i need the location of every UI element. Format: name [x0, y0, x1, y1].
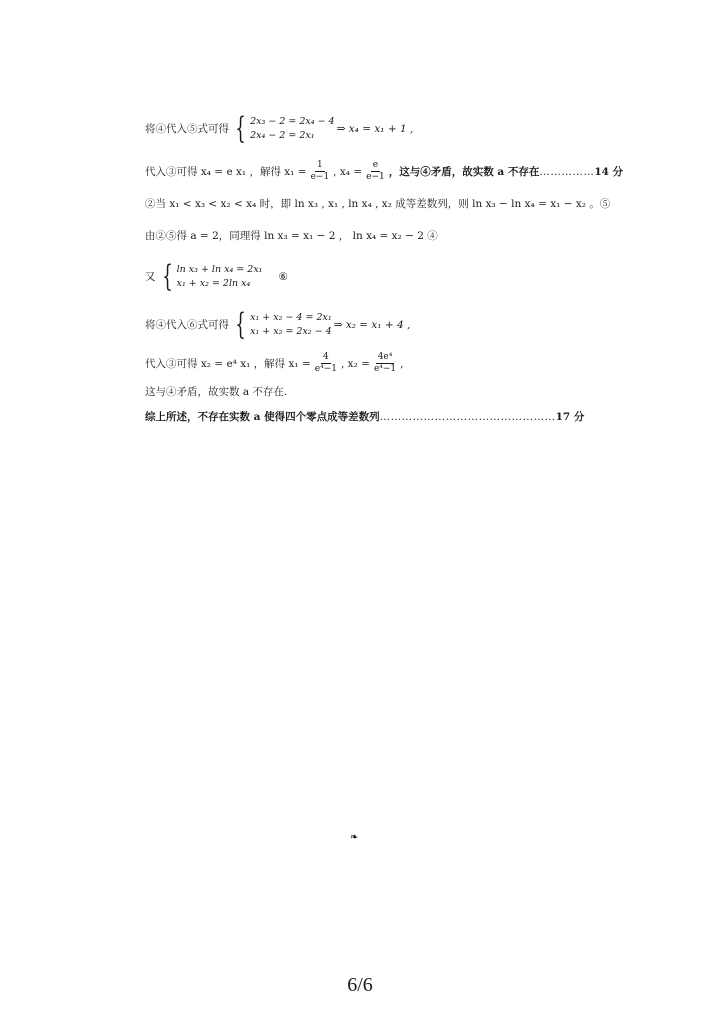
score-leader-dots: ……………: [539, 165, 595, 178]
page-number: 6/6: [347, 974, 373, 996]
system-1-eq-2: 2x₄ − 2 = 2x₁: [250, 130, 315, 141]
solution-line-6: [145, 307, 411, 342]
system-2-eq-2: x₁ + x₂ = 2ln x₄: [176, 278, 251, 289]
line-2-lead: 代入③可得 x₄ = e x₁ ，解得 x₁ =: [145, 165, 307, 178]
system-3-eq-2: x₁ + x₂ = 2x₂ − 4: [250, 326, 332, 337]
equation-system-1: [231, 111, 335, 146]
solution-line-8: [145, 385, 287, 399]
left-brace: {: [161, 259, 173, 294]
line-2-tail: ，这与④矛盾，故实数 a 不存在: [388, 165, 540, 178]
line-7-tail: ,: [400, 357, 404, 370]
fraction-x1: [313, 352, 339, 375]
line-7-mid: , x₂ =: [340, 357, 370, 370]
line-4-text: 由②⑤得 a = 2，同理得 ln x₃ = x₁ − 2 ， ln x₄ = x₂ − 2 ④: [145, 230, 438, 242]
score-14: 14 分: [594, 165, 624, 178]
fraction-denominator: e⁴−1: [314, 364, 337, 374]
line-1-lead: 将④代入⑤式可得: [145, 123, 229, 135]
left-brace: {: [235, 307, 246, 342]
fraction-x1: [309, 160, 332, 183]
line-6-lead: 将④代入⑥式可得: [145, 319, 229, 331]
line-5-lead: 又: [145, 271, 156, 283]
left-brace: {: [235, 111, 246, 146]
solution-line-7: [145, 352, 403, 375]
system-1-eq-1: 2x₃ − 2 = 2x₄ − 4: [250, 116, 335, 127]
line-7-lead: 代入③可得 x₂ = e⁴ x₁ ，解得 x₁ =: [145, 357, 311, 370]
system-2-eq-1: ln x₃ + ln x₄ = 2x₁: [176, 264, 263, 275]
system-3-eq-1: x₁ + x₂ − 4 = 2x₁: [250, 312, 332, 323]
line-6-result: ⇒ x₂ = x₁ + 4 ,: [333, 319, 411, 331]
fraction-numerator: 4: [323, 352, 329, 362]
fraction-denominator: e−1: [366, 172, 385, 182]
fraction-numerator: 1: [317, 160, 323, 170]
ink-mark-icon: ❧: [350, 832, 359, 843]
solution-line-5: [145, 259, 288, 294]
score-17: 17 分: [555, 411, 585, 423]
fraction-denominator: e⁴−1: [373, 364, 397, 374]
solution-line-4: [145, 229, 438, 243]
line-1-result: ⇒ x₄ = x₁ + 1 ,: [336, 123, 414, 135]
line-3-text: ②当 x₁ < x₃ < x₂ < x₄ 时，即 ln x₃ , x₁ , ln x₄ , x₂ 成等差数列，则 ln x₃ − ln x₄ = x₁ − x₂ 。⑤: [145, 198, 611, 210]
equation-system-3: [231, 307, 332, 342]
fraction-numerator: 4e⁴: [377, 352, 393, 362]
solution-line-9: [145, 410, 584, 424]
solution-line-3: [145, 197, 610, 211]
line-5-tail: ⑥: [278, 271, 288, 283]
solution-line-2: [145, 160, 623, 183]
fraction-denominator: e−1: [310, 172, 330, 182]
line-9-text: 综上所述，不存在实数 a 使得四个零点成等差数列: [145, 411, 380, 423]
fraction-numerator: e: [372, 160, 379, 170]
fraction-x4: [364, 160, 387, 183]
fraction-x2: [372, 352, 398, 375]
solution-line-1: [145, 111, 414, 146]
score-leader-dots: …………………………………………: [379, 411, 556, 423]
equation-system-2: [158, 259, 263, 294]
line-8-text: 这与④矛盾，故实数 a 不存在.: [145, 386, 288, 398]
line-2-mid: , x₄ =: [333, 165, 363, 178]
